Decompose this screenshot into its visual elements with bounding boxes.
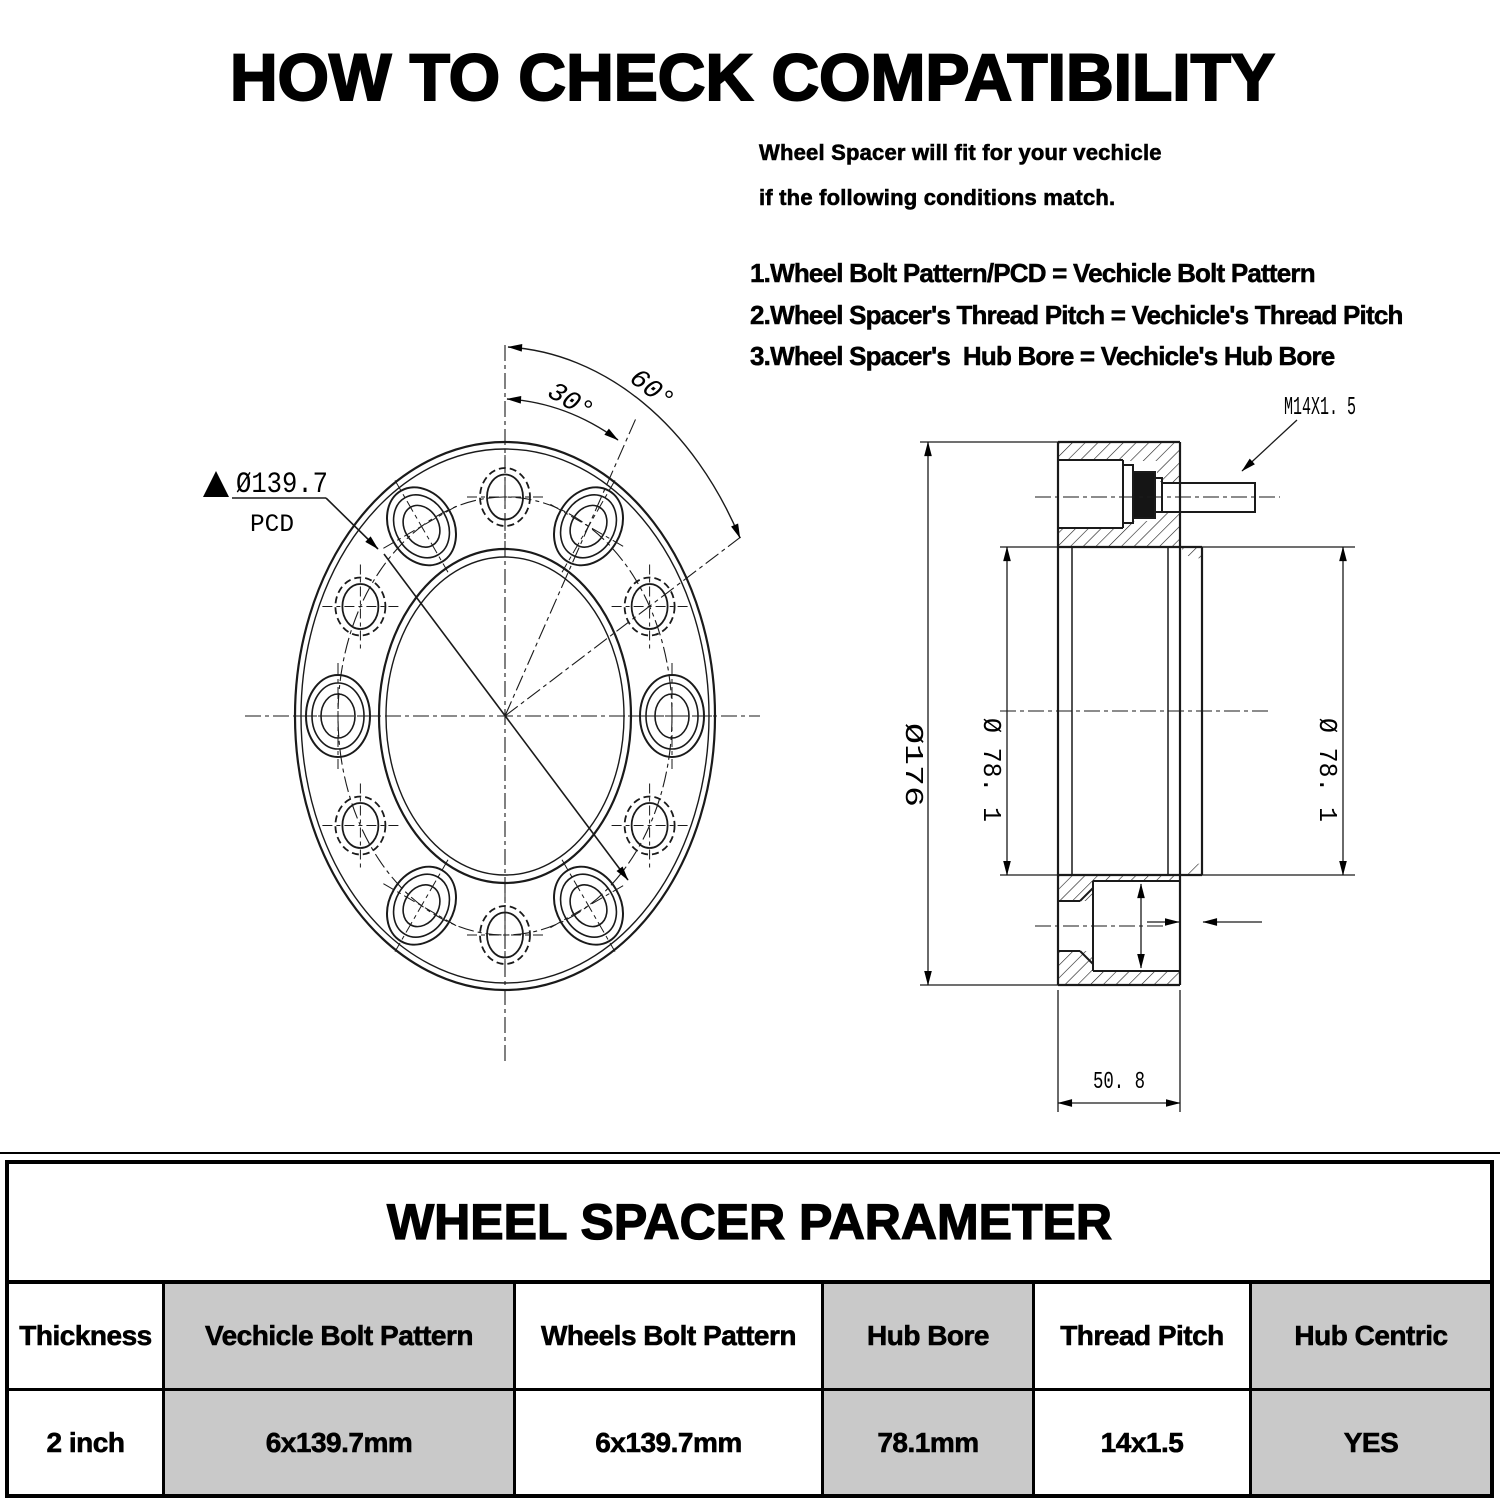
value-hub-bore: 78.1mm [821,1391,1032,1494]
header-vehicle-bolt-pattern: Vechicle Bolt Pattern [162,1284,513,1388]
condition-item-1: 1.Wheel Bolt Pattern/PCD = Vechicle Bolt Pattern [750,258,1315,288]
value-thickness: 2 inch [9,1391,162,1494]
intro-line-1: Wheel Spacer will fit for your vechicle [759,140,1162,165]
header-thickness: Thickness [9,1284,162,1388]
value-vehicle-bolt-pattern: 6x139.7mm [162,1391,513,1494]
header-wheels-bolt-pattern: Wheels Bolt Pattern [513,1284,821,1388]
divider-line [0,1152,1500,1154]
condition-item-2: 2.Wheel Spacer's Thread Pitch = Vechicle's Thread Pitch [750,299,1403,330]
pcd-diameter-label: Ø139.7 [236,468,328,502]
side-view-labels [898,392,1356,1096]
table-title: WHEEL SPACER PARAMETER [9,1164,1490,1284]
value-thread-pitch: 14x1.5 [1032,1391,1249,1494]
value-hub-centric: YES [1249,1391,1490,1494]
thickness-label: 50. 8 [1093,1069,1145,1096]
front-view-drawing [203,345,760,1062]
thread-pitch-label: M14X1. 5 [1284,392,1356,422]
bore-diameter-label: Ø 78. 1 [976,718,1006,828]
intro-line-2: if the following conditions match. [759,185,1116,210]
table-header-row [9,1284,1490,1391]
page-title: HOW TO CHECK COMPATIBILITY [230,40,1275,114]
table-value-row [9,1391,1490,1494]
lip-diameter-label: Ø 78. 1 [1312,718,1342,828]
angle-60-label: 60° [622,363,680,418]
pcd-label: PCD [250,510,294,539]
header-hub-bore: Hub Bore [821,1284,1032,1388]
front-view-labels [236,364,680,539]
parameter-table [5,1160,1494,1498]
value-wheels-bolt-pattern: 6x139.7mm [513,1391,821,1494]
header-thread-pitch: Thread Pitch [1032,1284,1249,1388]
angle-30-label: 30° [541,377,599,429]
header-hub-centric: Hub Centric [1249,1284,1490,1388]
outer-diameter-label: Ø176 [898,723,928,786]
condition-item-3: 3.Wheel Spacer's Hub Bore = Vechicle's Hub Bore [750,341,1335,371]
